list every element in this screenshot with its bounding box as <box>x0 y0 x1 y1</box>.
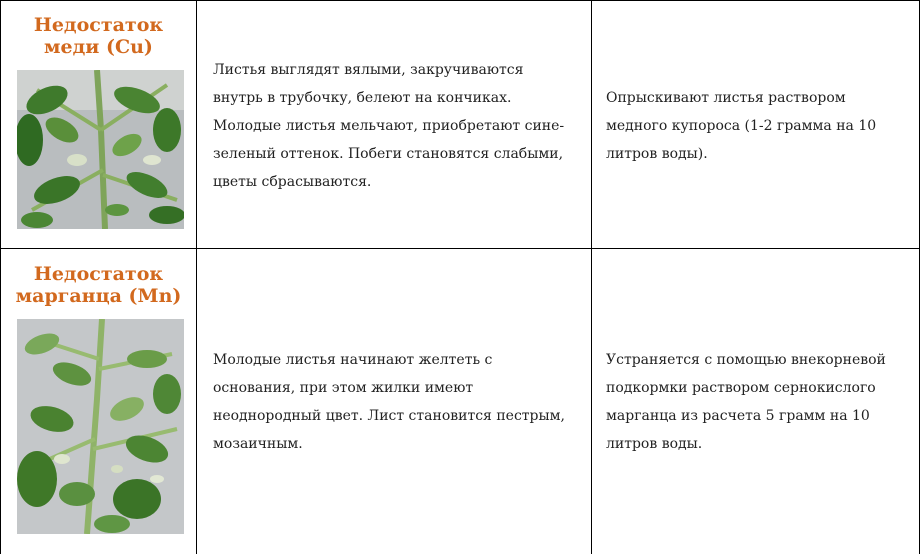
title-cell <box>1 249 197 554</box>
remedy-text: Опрыскивают листья раствором медного купороса (1-2 грамма на 10 литров воды). <box>606 90 877 162</box>
deficiency-title <box>1 14 196 58</box>
title-line: Недостаток <box>33 263 164 285</box>
symptoms-cell <box>197 1 592 248</box>
table-row <box>1 249 920 554</box>
remedy-cell <box>592 249 920 554</box>
plant-photo <box>17 70 184 229</box>
title-line: Недостаток <box>33 14 164 36</box>
symptoms-cell <box>197 249 592 554</box>
remedy-text: Устраняется с помощью внекорневой подкормки раствором сернокислого марганца из расчета 5 грамм на 10 литров воды. <box>606 352 886 452</box>
title-line: меди (Cu) <box>44 36 153 58</box>
symptoms-text: Листья выглядят вялыми, закручиваются внутрь в трубочку, белеют на кончиках. Молодые листья мельчают, приобретают сине-зеленый оттенок. Побеги становятся слабыми, цветы сбрасываются. <box>213 62 565 190</box>
plant-photo <box>17 319 184 534</box>
title-line: марганца (Mn) <box>15 285 182 307</box>
remedy-cell <box>592 1 920 248</box>
table-row <box>1 1 920 249</box>
deficiency-title <box>1 263 196 307</box>
symptoms-text: Молодые листья начинают желтеть с основания, при этом жилки имеют неоднородный цвет. Лист становится пестрым, мозаичным. <box>213 352 565 452</box>
title-cell <box>1 1 197 248</box>
